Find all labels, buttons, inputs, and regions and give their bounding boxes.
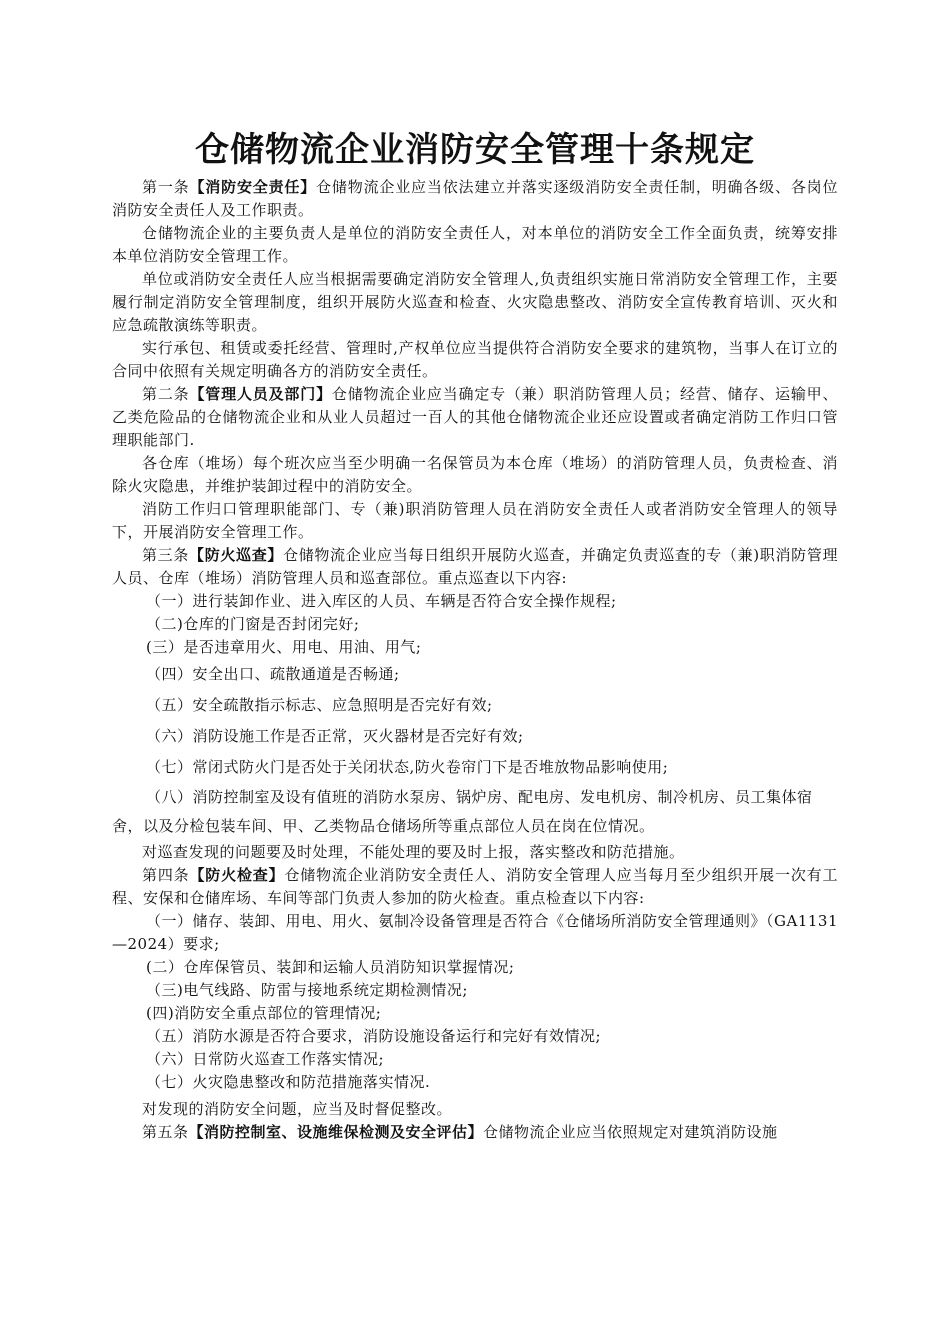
paragraph: 各仓库（堆场）每个班次应当至少明确一名保管员为本仓库（堆场）的消防管理人员，负责检查、消除火灾隐患，并维护装卸过程中的消防安全。: [112, 454, 838, 495]
article-heading: 【防火检查】: [189, 866, 285, 884]
article-number: 第五条: [142, 1123, 189, 1141]
article-heading: 【管理人员及部门】: [189, 385, 332, 403]
document-title: 仓储物流企业消防安全管理十条规定: [195, 130, 755, 170]
paragraph: 实行承包、租赁或委托经营、管理时,产权单位应当提供符合消防安全要求的建筑物，当事人在订立的合同中依照有关规定明确各方的消防安全责任。: [112, 339, 838, 380]
article-number: 第二条: [142, 385, 190, 403]
article-body: 仓储物流企业应当确定专（兼）职消防管理人员；经营、储存、运输甲、乙类危险品的仓储物流企业和从业人员超过一百人的其他仓储物流企业还应设置或者确定消防工作归口管理职能部门.: [112, 385, 838, 449]
article-body: 仓储物流企业应当依照规定对建筑消防设施: [483, 1123, 778, 1141]
list-item: (三）是否违章用火、用电、用油、用气;: [146, 638, 422, 656]
list-item: （二)仓库的门窗是否封闭完好;: [146, 615, 360, 633]
article-1-paragraph: [112, 176, 838, 222]
paragraph: 消防工作归口管理职能部门、专（兼)职消防管理人员在消防安全责任人或者消防安全管理人的领导下，开展消防安全管理工作。: [112, 500, 838, 541]
list-item: （一）进行装卸作业、进入库区的人员、车辆是否符合安全操作规程;: [146, 592, 617, 610]
list-item: （三)电气线路、防雷与接地系统定期检测情况;: [146, 981, 468, 999]
list-item: （六）消防设施工作是否正常，灭火器材是否完好有效;: [146, 727, 524, 745]
article-number: 第一条: [142, 178, 190, 196]
paragraph: 单位或消防安全责任人应当根据需要确定消防安全管理人,负责组织实施日常消防安全管理工作，主要履行制定消防安全管理制度，组织开展防火巡查和检查、火灾隐患整改、消防安全宣传教育培训、灭火和应急疏散演练等职责。: [112, 270, 838, 334]
list-item: (四)消防安全重点部位的管理情况;: [146, 1004, 382, 1022]
article-3-paragraph: [112, 544, 838, 590]
list-item: （一）储存、装卸、用电、用火、氨制冷设备管理是否符合《仓储场所消防安全管理通则》（GA1131—2024）要求;: [112, 912, 838, 953]
list-item: （七）火灾隐患整改和防范措施落实情况.: [146, 1073, 431, 1091]
article-body: 仓储物流企业消防安全责任人、消防安全管理人应当每月至少组织开展一次有工程、安保和仓储库场、车间等部门负责人参加的防火检查。重点检查以下内容:: [112, 866, 838, 907]
article-heading: 【消防控制室、设施维保检测及安全评估】: [188, 1123, 484, 1141]
list-item: （七）常闭式防火门是否处于关闭状态,防火卷帘门下是否堆放物品影响使用;: [146, 758, 669, 776]
list-item: （五）安全疏散指示标志、应急照明是否完好有效;: [146, 696, 493, 714]
article-4-paragraph: [112, 864, 838, 910]
article-2-paragraph: [112, 383, 838, 452]
article-heading: 【防火巡查】: [189, 546, 284, 564]
article-number: 第四条: [142, 866, 190, 884]
paragraph: 对发现的消防安全问题，应当及时督促整改。: [142, 1100, 453, 1118]
list-item: （五）消防水源是否符合要求，消防设施设备运行和完好有效情况;: [146, 1027, 602, 1045]
list-item: (二）仓库保管员、装卸和运输人员消防知识掌握情况;: [146, 958, 515, 976]
article-body: 仓储物流企业应当依法建立并落实逐级消防安全责任制，明确各级、各岗位消防安全责任人及工作职责。: [112, 178, 838, 219]
paragraph: 仓储物流企业的主要负责人是单位的消防安全责任人，对本单位的消防安全工作全面负责，统筹安排本单位消防安全管理工作。: [112, 224, 838, 265]
paragraph: 对巡查发现的问题要及时处理，不能处理的要及时上报，落实整改和防范措施。: [142, 843, 685, 861]
list-item: （四）安全出口、疏散通道是否畅通;: [146, 665, 400, 683]
article-heading: 【消防安全责任】: [189, 178, 317, 196]
article-number: 第三条: [142, 546, 190, 564]
article-5-paragraph: [112, 1121, 838, 1144]
list-item: （六）日常防火巡查工作落实情况;: [146, 1050, 385, 1068]
article-body: 仓储物流企业应当每日组织开展防火巡查，并确定负责巡查的专（兼)职消防管理人员、仓库（堆场）消防管理人员和巡查部位。重点巡查以下内容:: [112, 546, 838, 587]
list-item: （八）消防控制室及设有值班的消防水泵房、锅炉房、配电房、发电机房、制冷机房、员工集体宿舍，以及分检包装车间、甲、乙类物品仓储场所等重点部位人员在岗在位情况。: [112, 788, 813, 835]
